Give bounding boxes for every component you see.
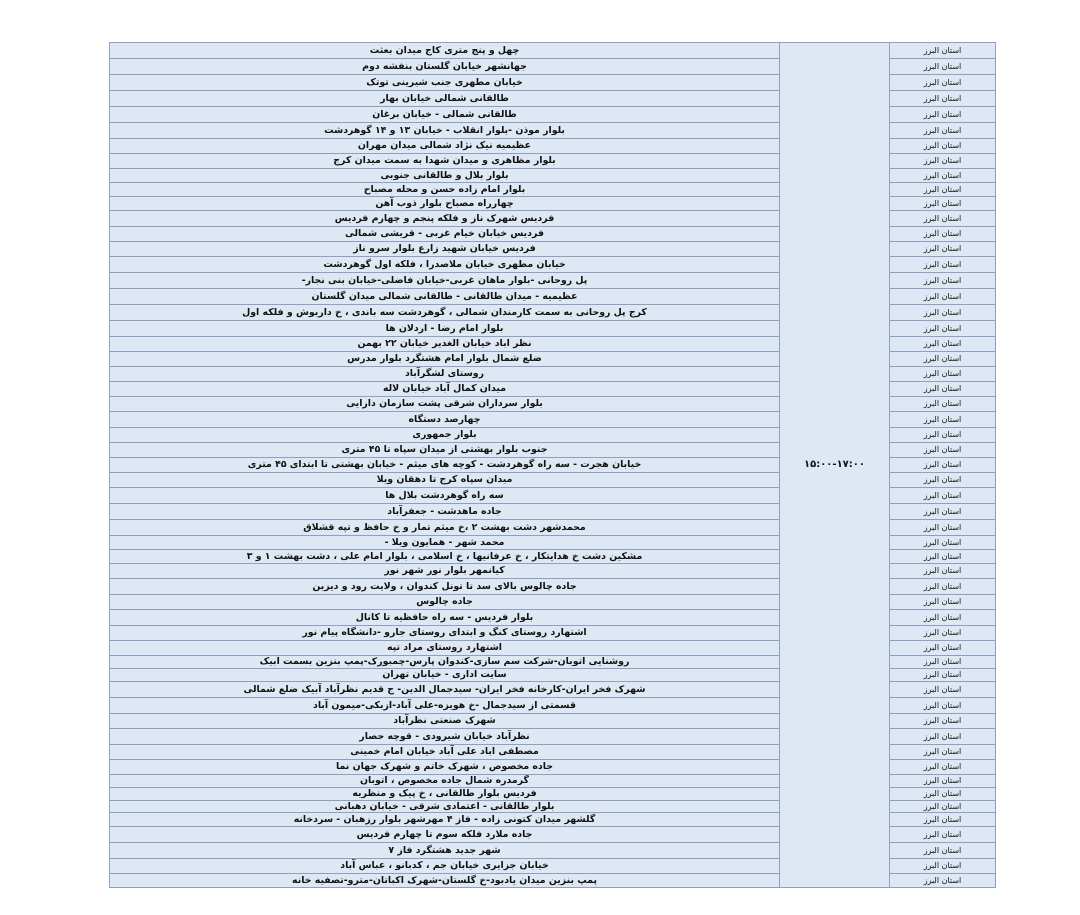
province-cell: استان البرز (890, 412, 996, 428)
province-cell: استان البرز (890, 367, 996, 382)
area-cell: ضلع شمال بلوار امام هشتگرد بلوار مدرس (110, 352, 780, 367)
area-cell: کرج پل روحانی به سمت کارمندان شمالی ، گوهردشت سه باندی ، خ داریوش و فلکه اول (110, 305, 780, 321)
area-cell: پل روحانی -بلوار ماهان غربی-خیابان فاضلی-خیابان بنی نجار- (110, 273, 780, 289)
province-cell: استان البرز (890, 656, 996, 669)
province-cell: استان البرز (890, 760, 996, 775)
area-cell: شهر جدید هشتگرد فاز ۷ (110, 843, 780, 859)
table-body (110, 43, 996, 888)
province-cell: استان البرز (890, 59, 996, 75)
area-cell: بلوار فردیس - سه راه حافظیه تا کانال (110, 610, 780, 626)
area-cell: قسمتی از سیدجمال -خ هویزه-علی آباد-ازبکی-میمون آباد (110, 698, 780, 714)
area-cell: فردیس بلوار طالقانی ، خ پیک و منظریه (110, 788, 780, 801)
outage-schedule-table (109, 42, 996, 888)
area-cell: بلوار امام زاده حسن و محله مصباح (110, 183, 780, 197)
province-cell: استان البرز (890, 428, 996, 443)
area-cell: چهل و پنج متری کاج میدان بعثت (110, 43, 780, 59)
area-cell: جاده چالوس (110, 595, 780, 610)
province-cell: استان البرز (890, 123, 996, 139)
province-cell: استان البرز (890, 698, 996, 714)
province-cell: استان البرز (890, 874, 996, 888)
province-cell: استان البرز (890, 321, 996, 337)
table-row (110, 43, 996, 59)
area-cell: فردیس خیابان شهید زارع بلوار سرو ناز (110, 242, 780, 257)
time-range-cell: ۱۵:۰۰-۱۷:۰۰ (780, 43, 890, 888)
province-cell: استان البرز (890, 154, 996, 169)
province-cell: استان البرز (890, 382, 996, 397)
area-cell: اشتهارد روستای مراد تپه (110, 641, 780, 656)
province-cell: استان البرز (890, 305, 996, 321)
area-cell: خیابان جزایری خیابان جم ، کدبانو ، عباس آباد (110, 859, 780, 874)
area-cell: خیابان هجرت - سه راه گوهردشت - کوچه های میثم - خیابان بهشتی تا ابتدای ۴۵ متری (110, 458, 780, 473)
area-cell: فردیس شهرک ناز و فلکه پنجم و چهارم فردیس (110, 211, 780, 227)
area-cell: چهارراه مصباح بلوار ذوب آهن (110, 197, 780, 211)
area-cell: نظر اباد خیابان الغدیر خیابان ۲۲ بهمن (110, 337, 780, 352)
province-cell: استان البرز (890, 397, 996, 412)
area-cell: چهارصد دستگاه (110, 412, 780, 428)
province-cell: استان البرز (890, 520, 996, 536)
province-cell: استان البرز (890, 473, 996, 488)
province-cell: استان البرز (890, 242, 996, 257)
province-cell: استان البرز (890, 75, 996, 91)
province-cell: استان البرز (890, 536, 996, 550)
province-cell: استان البرز (890, 813, 996, 827)
province-cell: استان البرز (890, 859, 996, 874)
area-cell: بلوار مظاهری و میدان شهدا به سمت میدان کرج (110, 154, 780, 169)
area-cell: بلوار سرداران شرقی پشت سازمان دارایی (110, 397, 780, 412)
area-cell: بلوار بلال و طالقانی جنوبی (110, 169, 780, 183)
area-cell: فردیس خیابان خیام غربی - قریشی شمالی (110, 227, 780, 242)
area-cell: میدان سپاه کرج تا دهقان ویلا (110, 473, 780, 488)
province-cell: استان البرز (890, 775, 996, 788)
area-cell: جاده ملارد فلکه سوم تا چهارم فردیس (110, 827, 780, 843)
province-cell: استان البرز (890, 729, 996, 745)
province-cell: استان البرز (890, 669, 996, 682)
province-cell: استان البرز (890, 273, 996, 289)
province-cell: استان البرز (890, 183, 996, 197)
province-cell: استان البرز (890, 595, 996, 610)
area-cell: محمد شهر - همایون ویلا - (110, 536, 780, 550)
province-cell: استان البرز (890, 169, 996, 183)
area-cell: جاده ماهدشت - جعفرآباد (110, 504, 780, 520)
province-cell: استان البرز (890, 43, 996, 59)
province-cell: استان البرز (890, 443, 996, 458)
area-cell: اشتهارد روستای کنگ و ابتدای روستای جارو -دانشگاه پیام نور (110, 626, 780, 641)
area-cell: شهرک فخر ایران-کارخانه فخر ایران- سیدجمال الدین- ج قدیم نظرآباد آبیک ضلع شمالی (110, 682, 780, 698)
area-cell: طالقانی شمالی خیابان بهار (110, 91, 780, 107)
province-cell: استان البرز (890, 257, 996, 273)
area-cell: خیابان مطهری خیابان ملاصدرا ، فلکه اول گوهردشت (110, 257, 780, 273)
area-cell: پمپ بنزین میدان یادبود-خ گلستان-شهرک اکباتان-مترو-تصفیه خانه (110, 874, 780, 888)
province-cell: استان البرز (890, 745, 996, 760)
province-cell: استان البرز (890, 91, 996, 107)
province-cell: استان البرز (890, 488, 996, 504)
area-cell: خیابان مطهری جنب شیرینی توتک (110, 75, 780, 91)
province-cell: استان البرز (890, 289, 996, 305)
area-cell: بلوار طالقانی - اعتمادی شرقی - خیابان دهبانی (110, 801, 780, 813)
area-cell: عظیمیه نیک نژاد شمالی میدان مهران (110, 139, 780, 154)
area-cell: مصطفی اباد علی آباد خیابان امام خمینی (110, 745, 780, 760)
province-cell: استان البرز (890, 139, 996, 154)
area-cell: بلوار موذن -بلوار انقلاب - خیابان ۱۳ و ۱۴ گوهردشت (110, 123, 780, 139)
area-cell: جاده چالوس بالای سد تا تونل کندوان ، ولایت رود و دیزین (110, 579, 780, 595)
province-cell: استان البرز (890, 827, 996, 843)
area-cell: جهانشهر خیابان گلستان بنفشه دوم (110, 59, 780, 75)
area-cell: بلوار جمهوری (110, 428, 780, 443)
province-cell: استان البرز (890, 610, 996, 626)
area-cell: جنوب بلوار بهشتی از میدان سپاه تا ۴۵ متری (110, 443, 780, 458)
province-cell: استان البرز (890, 626, 996, 641)
area-cell: گرمدره شمال جاده مخصوص ، اتوبان (110, 775, 780, 788)
area-cell: نظرآباد خیابان شیرودی - قوچه حصار (110, 729, 780, 745)
area-cell: شهرک صنعتی نظرآباد (110, 714, 780, 729)
province-cell: استان البرز (890, 801, 996, 813)
province-cell: استان البرز (890, 107, 996, 123)
province-cell: استان البرز (890, 788, 996, 801)
province-cell: استان البرز (890, 682, 996, 698)
area-cell: کیانمهر بلوار نور شهر نور (110, 564, 780, 579)
province-cell: استان البرز (890, 211, 996, 227)
province-cell: استان البرز (890, 352, 996, 367)
area-cell: بلوار امام رضا - اردلان ها (110, 321, 780, 337)
province-cell: استان البرز (890, 641, 996, 656)
area-cell: طالقانی شمالی - خیابان برغان (110, 107, 780, 123)
area-cell: سه راه گوهردشت بلال ها (110, 488, 780, 504)
province-cell: استان البرز (890, 564, 996, 579)
province-cell: استان البرز (890, 550, 996, 564)
province-cell: استان البرز (890, 579, 996, 595)
area-cell: گلشهر میدان کتونی زاده - فاز ۴ مهرشهر بلوار رزهبان - سردخانه (110, 813, 780, 827)
province-cell: استان البرز (890, 504, 996, 520)
area-cell: عظیمیه - میدان طالقانی - طالقانی شمالی میدان گلستان (110, 289, 780, 305)
area-cell: مشکین دشت خ هدایتکار ، خ عرفانیها ، خ اسلامی ، بلوار امام علی ، دشت بهشت ۱ و ۳ (110, 550, 780, 564)
area-cell: جاده مخصوص ، شهرک خاتم و شهرک جهان نما (110, 760, 780, 775)
area-cell: محمدشهر دشت بهشت ۲ ،خ میثم تمار و خ حافظ و تپه قشلاق (110, 520, 780, 536)
province-cell: استان البرز (890, 458, 996, 473)
area-cell: میدان کمال آباد خیابان لاله (110, 382, 780, 397)
province-cell: استان البرز (890, 337, 996, 352)
province-cell: استان البرز (890, 714, 996, 729)
area-cell: روشنایی اتوبان-شرکت سم سازی-کندوان پارس-چمبورک-پمپ بنزین بسمت آبیک (110, 656, 780, 669)
province-cell: استان البرز (890, 227, 996, 242)
province-cell: استان البرز (890, 197, 996, 211)
area-cell: روستای لشگرآباد (110, 367, 780, 382)
province-cell: استان البرز (890, 843, 996, 859)
area-cell: سایت اداری - خیابان تهران (110, 669, 780, 682)
